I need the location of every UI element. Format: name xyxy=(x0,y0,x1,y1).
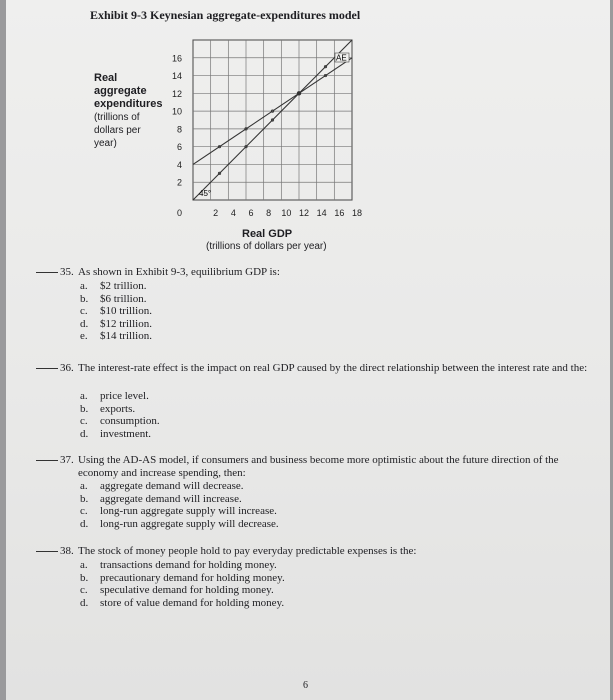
choice-list xyxy=(80,391,160,441)
choice-list xyxy=(80,560,285,610)
choice-a: a. transactions demand for holding money. xyxy=(80,559,277,571)
equilibrium-point xyxy=(297,91,301,95)
question-number: 35. xyxy=(60,266,74,278)
choice-list xyxy=(80,281,152,344)
x-tick-label: 8 xyxy=(266,208,272,218)
x-tick-label: 18 xyxy=(351,208,363,218)
question-text: As shown in Exhibit 9-3, equilibrium GDP is: xyxy=(78,266,280,278)
choice-d: d. $12 trillion. xyxy=(80,317,152,330)
y-label-line-3: expenditures xyxy=(94,98,163,110)
choice-a: a. price level. xyxy=(80,390,149,402)
answer-blank[interactable] xyxy=(36,368,58,369)
choice-c: c. speculative demand for holding money. xyxy=(80,584,274,596)
ae-line-label: AE xyxy=(336,53,347,63)
choice-a: a. aggregate demand will decrease. xyxy=(80,480,244,492)
choice-e: e. $14 trillion. xyxy=(80,330,152,342)
page-number: 6 xyxy=(303,680,308,691)
choice-b: b. aggregate demand will increase. xyxy=(80,492,242,505)
origin-label: 0 xyxy=(176,208,182,218)
x-tick-label: 14 xyxy=(316,208,327,218)
x-tick-label: 4 xyxy=(230,208,236,218)
question-number: 38. xyxy=(60,545,74,557)
choice-d: d. store of value demand for holding money. xyxy=(80,596,285,609)
choice-d: d. investment. xyxy=(80,427,152,440)
chart-series xyxy=(193,40,352,200)
question-text: The stock of money people hold to pay everyday predictable expenses is the: xyxy=(78,545,417,557)
worksheet-page xyxy=(6,0,610,700)
exhibit-title: Exhibit 9-3 Keynesian aggregate-expenditures model xyxy=(90,8,361,22)
y-label-line-1: Real xyxy=(94,72,118,84)
y-tick-label: 10 xyxy=(171,106,182,117)
x-axis-note: (trillions of dollars per year) xyxy=(206,241,327,252)
answer-blank[interactable] xyxy=(36,272,58,273)
x-tick-label: 16 xyxy=(334,208,345,218)
y-tick-label: 6 xyxy=(176,142,182,153)
choice-c: c. consumption. xyxy=(80,415,160,427)
y-tick-label: 4 xyxy=(176,159,182,170)
question-number: 36. xyxy=(60,362,74,374)
x-tick-label: 12 xyxy=(298,208,310,218)
question-text: The interest-rate effect is the impact on real GDP caused by the direct relationship between the interest rate and the: xyxy=(78,362,588,374)
y-label-line-2: aggregate xyxy=(94,85,147,97)
y-label-note-2: dollars per xyxy=(94,125,141,136)
choice-b: b. $6 trillion. xyxy=(80,292,147,305)
choice-a: a. $2 trillion. xyxy=(80,280,147,292)
y-tick-label: 2 xyxy=(176,177,182,188)
45-degree-label: 45° xyxy=(199,189,212,198)
choice-d: d. long-run aggregate supply will decrease. xyxy=(80,517,279,530)
series-line-45-degree xyxy=(193,40,352,200)
y-tick-label: 8 xyxy=(176,124,182,135)
choice-b: b. precautionary demand for holding money. xyxy=(80,571,285,584)
x-axis-label: Real GDP xyxy=(242,228,293,240)
choice-list xyxy=(80,481,279,531)
y-label-note-1: (trillions of xyxy=(94,112,140,123)
question-text: Using the AD-AS model, if consumers and business become more optimistic about the future direction of the economy and increase spending, then: xyxy=(78,454,559,479)
question-number: 37. xyxy=(60,454,74,466)
y-tick-label: 12 xyxy=(171,88,182,99)
choice-b: b. exports. xyxy=(80,402,136,415)
answer-blank[interactable] xyxy=(36,551,58,552)
x-tick-label: 2 xyxy=(213,208,219,218)
y-tick-label: 16 xyxy=(171,53,182,64)
x-tick-label: 6 xyxy=(248,208,254,218)
choice-c: c. long-run aggregate supply will increase. xyxy=(80,505,277,517)
choice-c: c. $10 trillion. xyxy=(80,305,152,317)
x-tick-label: 10 xyxy=(281,208,292,218)
ae-chart xyxy=(6,0,610,270)
y-tick-label: 14 xyxy=(171,71,182,82)
answer-blank[interactable] xyxy=(36,460,58,461)
y-label-note-3: year) xyxy=(94,138,117,149)
